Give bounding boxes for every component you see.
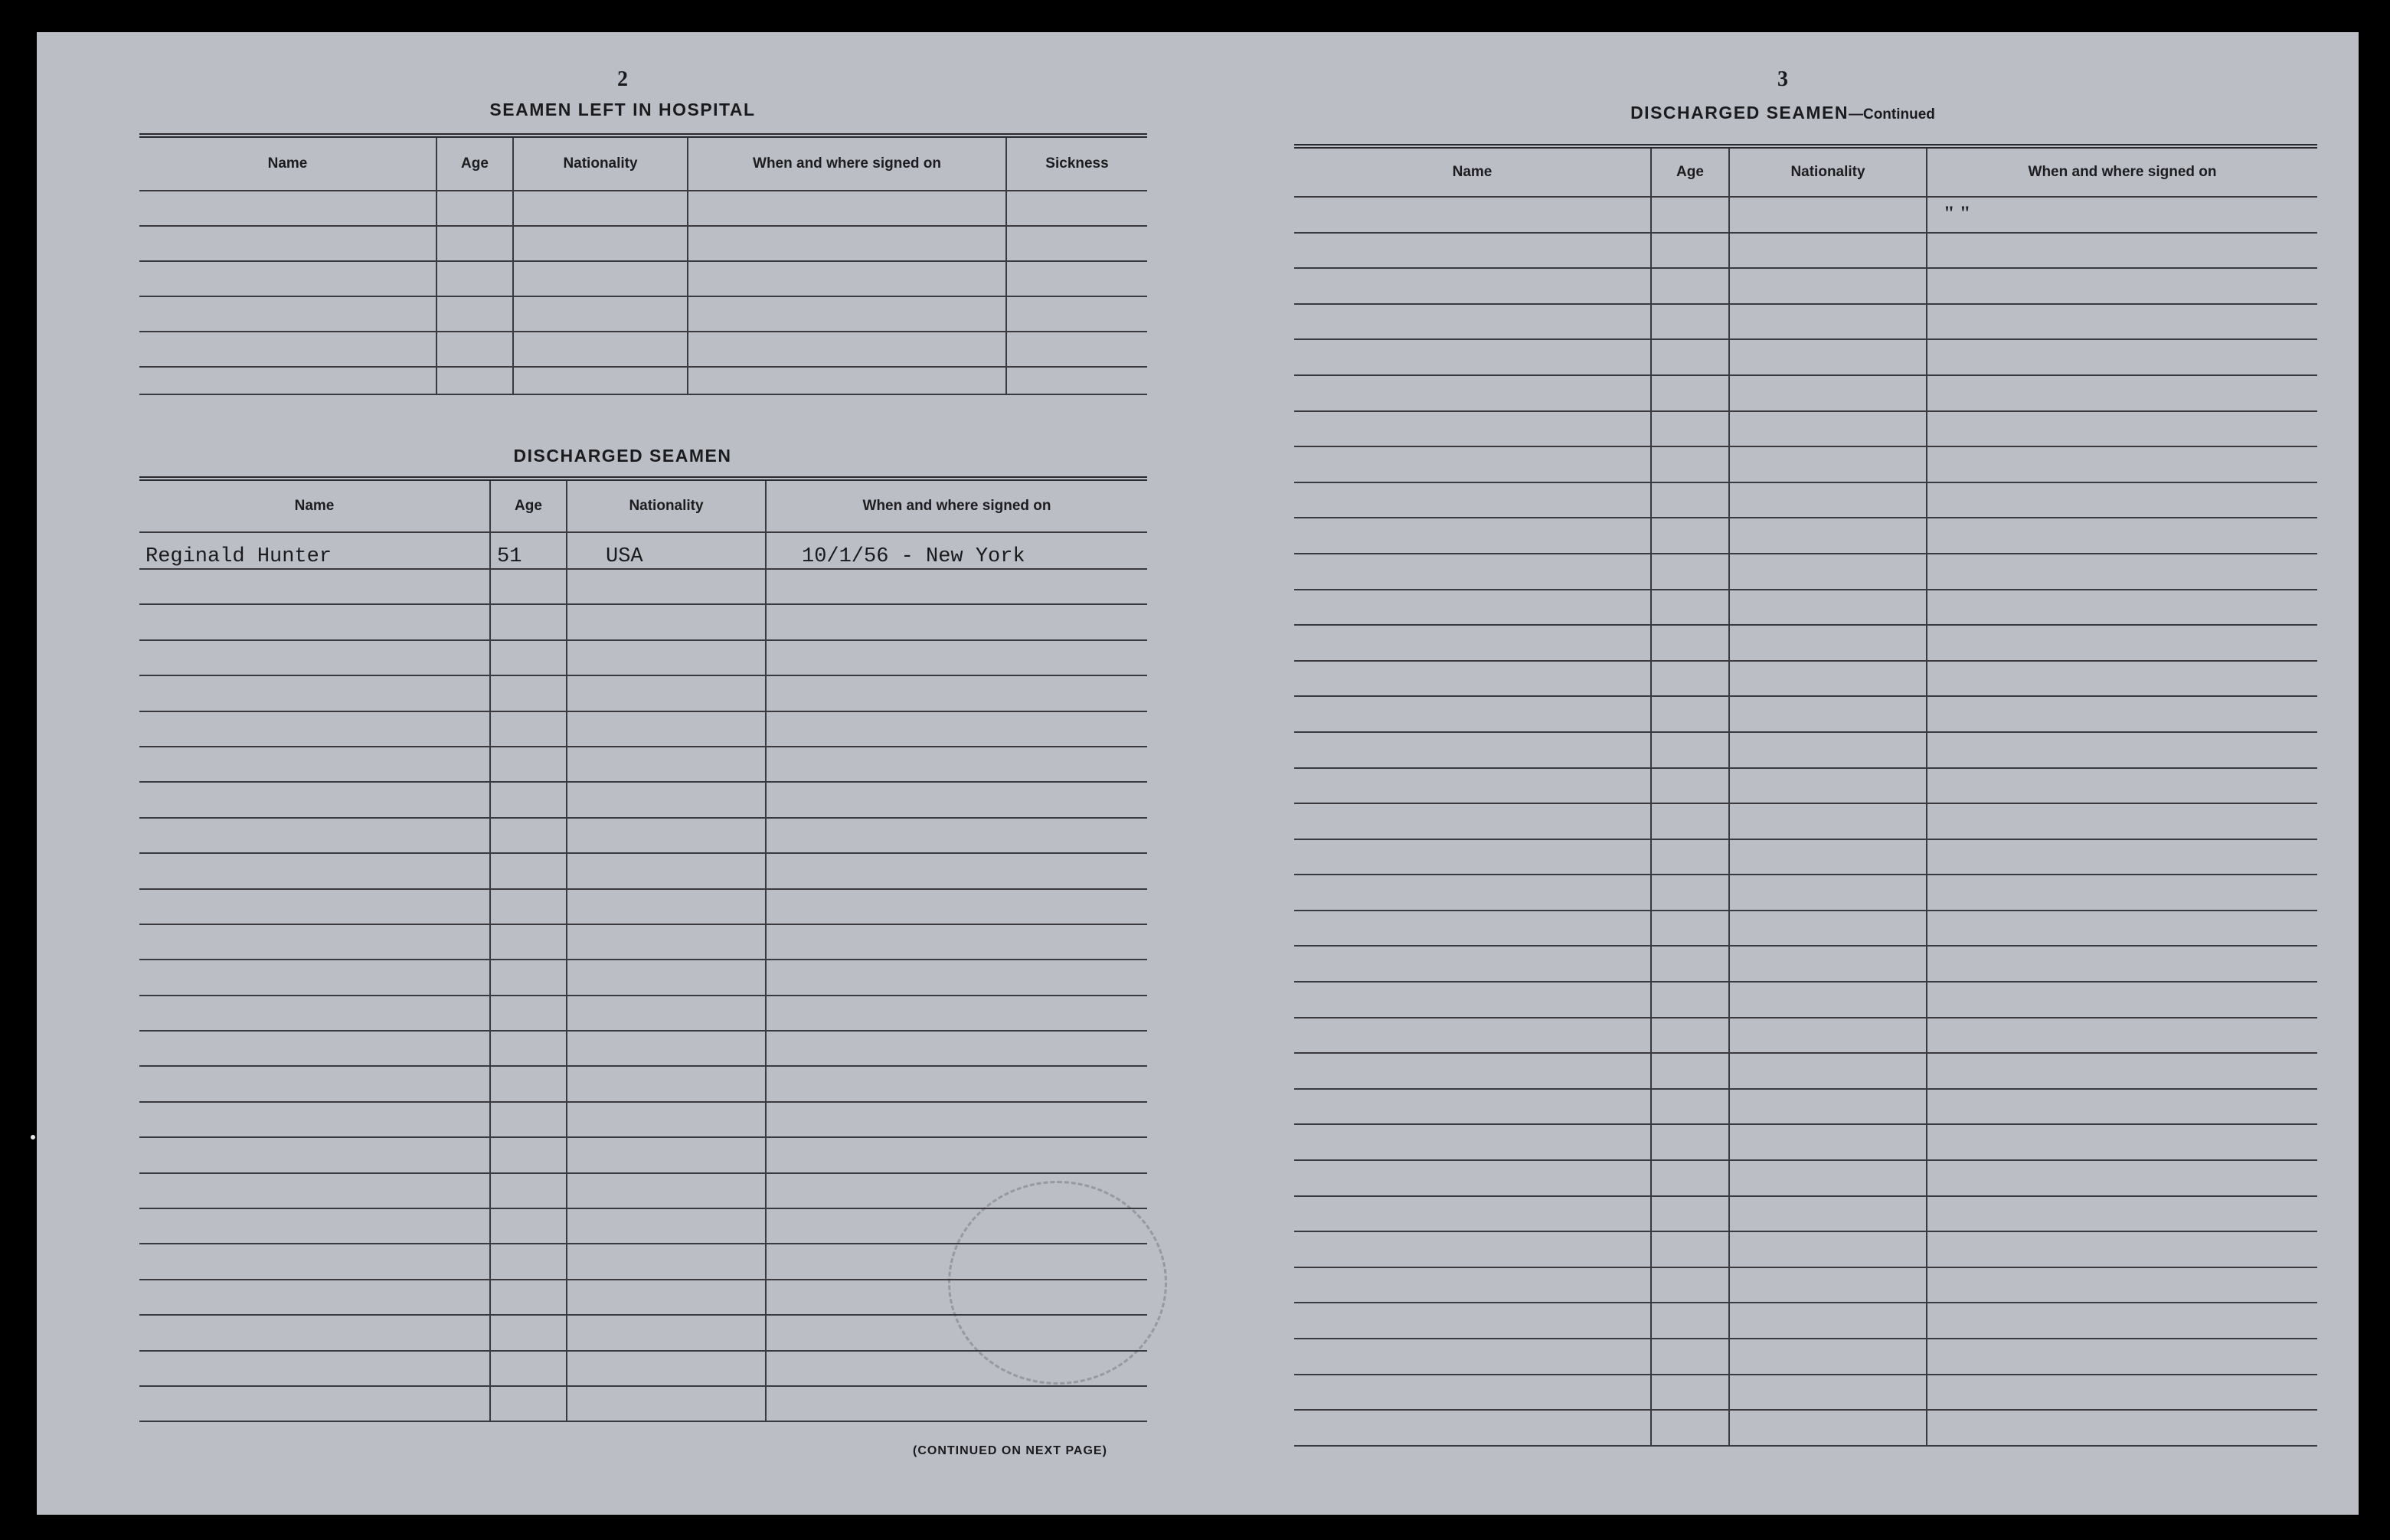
column-header-name: Name (139, 479, 490, 532)
table-row (1294, 446, 2317, 482)
table-row (1294, 1231, 2317, 1267)
faded-stamp (948, 1181, 1167, 1385)
seaman-signed-on: 10/1/56 - New York (766, 532, 1147, 569)
title-main: DISCHARGED SEAMEN (1630, 103, 1849, 123)
discharged-section-title: DISCHARGED SEAMEN (513, 446, 732, 466)
table-row (1294, 1196, 2317, 1232)
table-row (1294, 1410, 2317, 1446)
column-header-age: Age (490, 479, 567, 532)
document-sheet (37, 32, 2359, 1515)
table-row (139, 782, 1147, 817)
seaman-nationality: USA (567, 532, 766, 569)
table-row (1294, 982, 2317, 1018)
title-continued: —Continued (1848, 106, 1935, 123)
column-header-age: Age (1651, 146, 1729, 197)
table-row (1294, 197, 2317, 233)
table-row (1294, 554, 2317, 590)
table-row (139, 261, 1147, 296)
table-row (139, 191, 1147, 226)
hospital-section-title: SEAMEN LEFT IN HOSPITAL (489, 100, 756, 119)
table-row (139, 1137, 1147, 1172)
table-row (1294, 1375, 2317, 1411)
column-header-signed-on: When and where signed on (1927, 146, 2317, 197)
table-row (139, 332, 1147, 367)
column-header-name: Name (1294, 146, 1651, 197)
discharged-continued-title (1247, 103, 2319, 123)
table-row (1294, 411, 2317, 447)
table-row (1294, 375, 2317, 411)
continued-header-row (1294, 146, 2317, 197)
table-row (1294, 233, 2317, 269)
column-header-nationality: Nationality (513, 136, 688, 191)
table-row (1294, 946, 2317, 982)
table-row (1294, 1303, 2317, 1339)
table-row (1294, 482, 2317, 518)
scan-speck (31, 1135, 35, 1139)
table-row (1294, 1339, 2317, 1375)
table-row (1294, 911, 2317, 947)
table-row (139, 1102, 1147, 1137)
table-row (139, 853, 1147, 888)
table-row (139, 889, 1147, 924)
column-header-signed-on: When and where signed on (688, 136, 1006, 191)
discharged-header-row (139, 479, 1147, 532)
column-header-sickness: Sickness (1006, 136, 1147, 191)
column-header-nationality: Nationality (567, 479, 766, 532)
table-row (139, 675, 1147, 711)
table-row (1294, 839, 2317, 875)
discharged-continued-table (1294, 144, 2317, 1447)
table-row (1294, 590, 2317, 626)
page-number: 3 (1777, 67, 1788, 91)
table-row (139, 1386, 1147, 1421)
table-row (139, 532, 1147, 569)
seaman-name: Reginald Hunter (139, 532, 490, 569)
hospital-table (139, 133, 1147, 395)
column-header-age: Age (436, 136, 513, 191)
table-row (1294, 1018, 2317, 1054)
table-row (139, 924, 1147, 960)
table-row (1294, 1053, 2317, 1089)
table-row (1294, 768, 2317, 804)
column-header-nationality: Nationality (1729, 146, 1927, 197)
table-row (139, 604, 1147, 639)
table-row (1294, 696, 2317, 732)
table-row (139, 996, 1147, 1031)
column-header-signed-on: When and where signed on (766, 479, 1147, 532)
table-row (139, 226, 1147, 261)
table-row (1294, 1089, 2317, 1125)
table-row (139, 747, 1147, 782)
table-row (1294, 803, 2317, 839)
table-row (1294, 518, 2317, 554)
table-row (139, 818, 1147, 853)
table-row (1294, 339, 2317, 375)
table-row (139, 296, 1147, 332)
table-row (139, 1066, 1147, 1101)
page-number: 2 (617, 67, 628, 91)
table-row (1294, 875, 2317, 911)
table-row (1294, 732, 2317, 768)
table-row (1294, 625, 2317, 661)
seaman-age: 51 (490, 532, 567, 569)
table-row (1294, 1124, 2317, 1160)
table-row (1294, 304, 2317, 340)
table-row (139, 1031, 1147, 1066)
table-row (1294, 1160, 2317, 1196)
table-row (1294, 268, 2317, 304)
table-row (139, 367, 1147, 394)
table-row (1294, 661, 2317, 697)
hospital-header-row (139, 136, 1147, 191)
table-row (1294, 1267, 2317, 1303)
column-header-name: Name (139, 136, 436, 191)
table-row (139, 640, 1147, 675)
ditto-marks: " " (1944, 202, 1971, 224)
table-row (139, 711, 1147, 747)
table-row (139, 960, 1147, 995)
continued-footer: (CONTINUED ON NEXT PAGE) (913, 1444, 1107, 1457)
table-row (139, 569, 1147, 604)
